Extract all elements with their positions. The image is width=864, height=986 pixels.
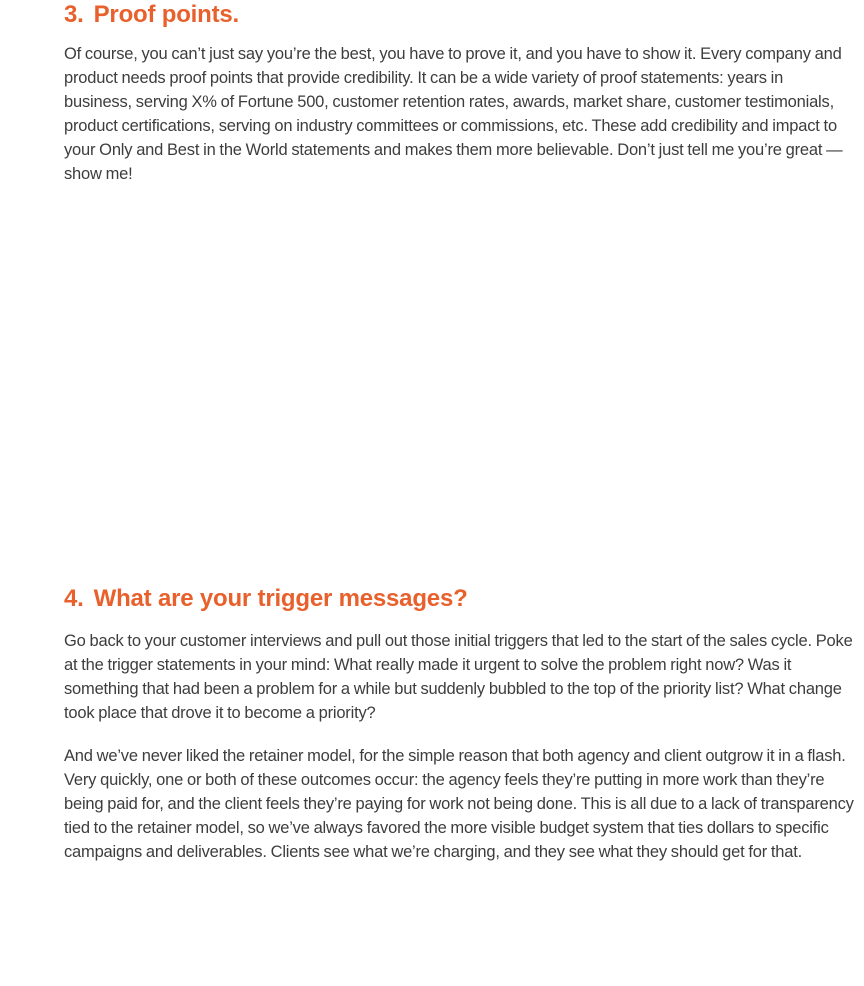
section-title: What are your trigger messages?	[93, 585, 468, 612]
section-paragraph: And we’ve never liked the retainer model, for the simple reason that both agency and client outgrow it in a flash. Very quickly, one or both of these outcomes occur: the agency feels they’re putting in more work than they’re being paid for, and the client feels they’re paying for work not being done. This is all due to a lack of transparency tied to the retainer model, so we’ve always favored the more visible budget system that ties dollars to specific campaigns and deliverables. Clients see what we’re charging, and they see what they should get for that.	[64, 747, 854, 861]
section-title: Proof points.	[93, 1, 240, 28]
section-heading	[64, 584, 854, 614]
section-number: 4.	[64, 585, 84, 612]
section-trigger-messages	[64, 584, 854, 864]
section-paragraph: Go back to your customer interviews and pull out those initial triggers that led to the start of the sales cycle. Poke at the trigger statements in your mind: What really made it urgent to solve the problem right now? Was it something that had been a problem for a while but suddenly bubbled to the top of the priority list? What change took place that drove it to become a priority?	[64, 632, 853, 722]
section-proof-points	[64, 0, 854, 186]
section-paragraph: Of course, you can’t just say you’re the best, you have to prove it, and you have to show it. Every company and product needs proof points that provide credibility. It can be a wide variety of proof statements: years in business, serving X% of Fortune 500, customer retention rates, awards, market share, customer testimonials, product certifications, serving on industry committees or commissions, etc. These add credibility and impact to your Only and Best in the World statements and makes them more believable. Don’t just tell me you’re great — show me!	[64, 45, 843, 183]
section-heading	[64, 0, 854, 30]
section-number: 3.	[64, 1, 84, 28]
